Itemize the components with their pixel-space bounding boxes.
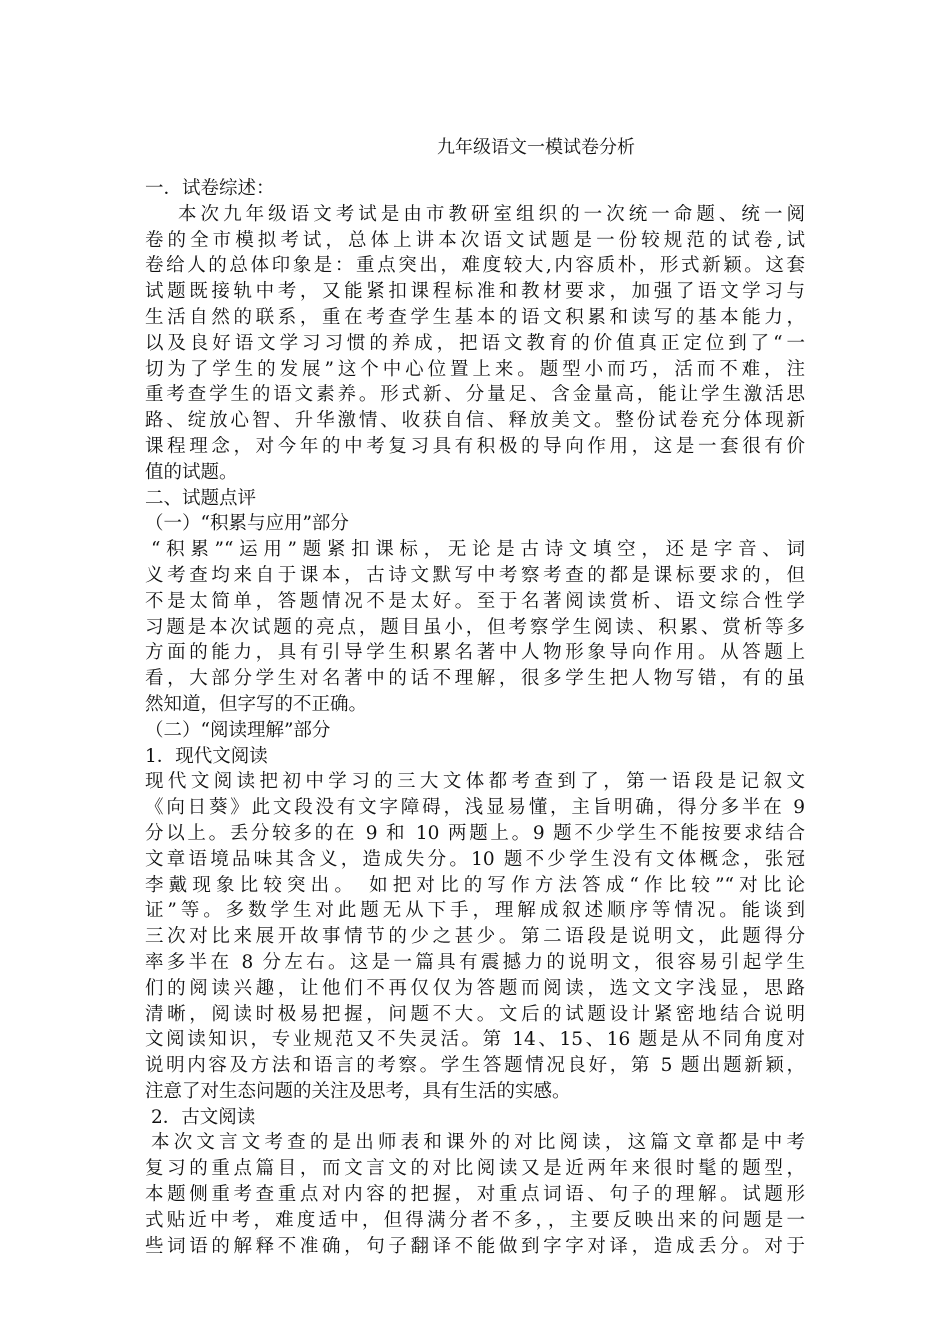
paragraph-line: 方面的能力，具有引导学生积累名著中人物形象导向作用。从答题上 bbox=[145, 642, 805, 664]
paragraph-line: 式贴近中考，难度适中，但得满分者不多，，主要反映出来的问题是一 bbox=[145, 1209, 805, 1231]
document-body bbox=[145, 176, 805, 1259]
paragraph-line: 文阅读知识，专业规范又不失灵活。第 14、15、16 题是从不同角度对 bbox=[145, 1029, 805, 1051]
paragraph-line: 课程理念，对今年的中考复习具有积极的导向作用，这是一套很有价 bbox=[145, 435, 805, 457]
section-heading: 1．现代文阅读 bbox=[145, 745, 268, 767]
paragraph-line: 卷给人的总体印象是：重点突出，难度较大,内容质朴，形式新颖。这套 bbox=[145, 255, 805, 277]
section-heading: （二）“阅读理解”部分 bbox=[145, 719, 331, 741]
section-heading: 二、试题点评 bbox=[145, 487, 257, 509]
paragraph-line: 试题既接轨中考，又能紧扣课程标准和教材要求，加强了语文学习与 bbox=[145, 281, 805, 303]
paragraph-line: 分以上。丢分较多的在 9 和 10 两题上。9 题不少学生不能按要求结合 bbox=[145, 822, 805, 844]
paragraph-line: “积累”“运用”题紧扣课标，无论是古诗文填空，还是字音、词 bbox=[151, 539, 805, 561]
section-heading: 2．古文阅读 bbox=[151, 1106, 256, 1128]
paragraph-line: 卷的全市模拟考试，总体上讲本次语文试题是一份较规范的试卷,试 bbox=[145, 229, 805, 251]
paragraph-line: 切为了学生的发展”这个中心位置上来。题型小而巧，活而不难，注 bbox=[145, 358, 805, 380]
paragraph-line: 们的阅读兴趣，让他们不再仅仅为答题而阅读，选文文字浅显，思路 bbox=[145, 977, 805, 999]
paragraph-line: 率多半在 8 分左右。这是一篇具有震撼力的说明文，很容易引起学生 bbox=[145, 951, 805, 973]
paragraph-line: 证”等。多数学生对此题无从下手，理解成叙述顺序等情况。能谈到 bbox=[145, 900, 805, 922]
paragraph-line: 看，大部分学生对名著中的话不理解，很多学生把人物写错，有的虽 bbox=[145, 668, 805, 690]
paragraph-line: 重考查学生的语文素养。形式新、分量足、含金量高，能让学生激活思 bbox=[145, 384, 805, 406]
paragraph-line: 习题是本次试题的亮点，题目虽小，但考察学生阅读、积累、赏析等多 bbox=[145, 616, 805, 638]
paragraph-line: 以及良好语文学习习惯的养成，把语文教育的价值真正定位到了“一 bbox=[145, 332, 805, 354]
paragraph-line: 本题侧重考查重点对内容的把握，对重点词语、句子的理解。试题形 bbox=[145, 1184, 805, 1206]
paragraph-line: 《向日葵》此文段没有文字障碍，浅显易懂，主旨明确，得分多半在 9 bbox=[145, 797, 805, 819]
paragraph-line: 然知道，但字写的不正确。 bbox=[145, 693, 368, 715]
paragraph-line: 清晰，阅读时极易把握，问题不大。文后的试题设计紧密地结合说明 bbox=[145, 1003, 805, 1025]
document-page bbox=[145, 134, 805, 1259]
paragraph-line: 三次对比来展开故事情节的少之甚少。第二语段是说明文，此题得分 bbox=[145, 926, 805, 948]
paragraph-line: 现代文阅读把初中学习的三大文体都考查到了，第一语段是记叙文 bbox=[145, 771, 805, 793]
paragraph-line: 不是太简单，答题情况不是太好。至于名著阅读赏析、语文综合性学 bbox=[145, 590, 805, 612]
paragraph-line: 生活自然的联系，重在考查学生基本的语文积累和读写的基本能力， bbox=[145, 306, 805, 328]
paragraph-line: 李戴现象比较突出。 如把对比的写作方法答成“作比较”“对比论 bbox=[145, 874, 805, 896]
document-title: 九年级语文一模试卷分析 bbox=[437, 137, 635, 158]
paragraph-line: 复习的重点篇目，而文言文的对比阅读又是近两年来很时髦的题型， bbox=[145, 1158, 805, 1180]
paragraph-line: 值的试题。 bbox=[145, 461, 238, 483]
section-heading: 一．试卷综述： bbox=[145, 178, 275, 199]
paragraph-line: 说明内容及方法和语言的考察。学生答题情况良好，第 5 题出题新颖， bbox=[145, 1055, 805, 1077]
paragraph-line: 文章语境品味其含义，造成失分。10 题不少学生没有文体概念，张冠 bbox=[145, 848, 805, 870]
paragraph-line: 注意了对生态问题的关注及思考，具有生活的实感。 bbox=[145, 1080, 571, 1102]
paragraph-line: 义考查均来自于课本，古诗文默写中考察考查的都是课标要求的，但 bbox=[145, 564, 805, 586]
paragraph-line: 路、绽放心智、升华激情、收获自信、释放美文。整份试卷充分体现新 bbox=[145, 410, 805, 432]
paragraph-line: 些词语的解释不准确，句子翻译不能做到字字对译，造成丢分。对于 bbox=[145, 1235, 805, 1257]
paragraph-line: 本次文言文考查的是出师表和课外的对比阅读，这篇文章都是中考 bbox=[151, 1132, 805, 1154]
paragraph-line: 本次九年级语文考试是由市教研室组织的一次统一命题、统一阅 bbox=[178, 203, 805, 225]
section-heading: （一）“积累与应用”部分 bbox=[145, 513, 349, 535]
